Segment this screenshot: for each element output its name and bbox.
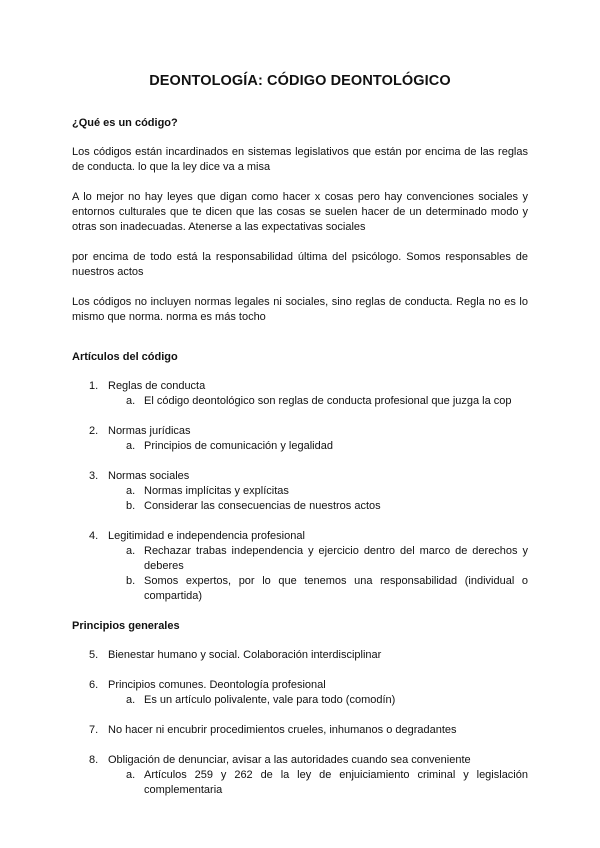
- list-item: [72, 379, 528, 409]
- list-item-text: Reglas de conducta: [108, 380, 206, 392]
- sub-list-item-text: Artículos 259 y 262 de la ley de enjuiciamiento criminal y legislación complementaria: [144, 769, 528, 796]
- principios-list: [72, 648, 528, 798]
- paragraph: Los códigos no incluyen normas legales ni sociales, sino reglas de conducta. Regla no es lo mismo que norma. norma es más tocho: [72, 296, 528, 323]
- list-item: [72, 648, 528, 663]
- sub-list-item-text: Somos expertos, por lo que tenemos una responsabilidad (individual o compartida): [144, 575, 528, 602]
- paragraph: A lo mejor no hay leyes que digan como hacer x cosas pero hay convenciones sociales y entornos culturales que te dicen que las cosas se suelen hacer de un determinado modo y otras son inadecuadas. Atenerse a las expectativas sociales: [72, 191, 528, 233]
- articulos-list: [72, 379, 528, 604]
- sub-list-item-text: El código deontológico son reglas de conducta profesional que juzga la cop: [144, 395, 512, 407]
- list-item-text: Legitimidad e independencia profesional: [108, 530, 305, 542]
- list-item-text: Obligación de denunciar, avisar a las autoridades cuando sea conveniente: [108, 754, 471, 766]
- sub-list-letter: a.: [126, 545, 136, 557]
- section-heading-principios: Principios generales: [72, 620, 180, 632]
- list-number: 2.: [89, 425, 99, 437]
- list-number: 1.: [89, 380, 99, 392]
- sub-list: [108, 439, 528, 454]
- list-item: [72, 529, 528, 604]
- sub-list-letter: a.: [126, 440, 136, 452]
- list-item-text: Normas sociales: [108, 470, 190, 482]
- section-heading-articulos: Artículos del código: [72, 351, 178, 363]
- sub-list-item: [108, 768, 528, 798]
- list-number: 3.: [89, 470, 99, 482]
- sub-list-item: [108, 574, 528, 604]
- sub-list-item: [108, 394, 528, 409]
- sub-list-item: [108, 484, 528, 499]
- list-number: 7.: [89, 724, 99, 736]
- list-item: [72, 678, 528, 708]
- list-number: 8.: [89, 754, 99, 766]
- list-number: 4.: [89, 530, 99, 542]
- list-item-text: Normas jurídicas: [108, 425, 191, 437]
- sub-list: [108, 394, 528, 409]
- sub-list: [108, 768, 528, 798]
- list-number: 6.: [89, 679, 99, 691]
- sub-list-item-text: Normas implícitas y explícitas: [144, 485, 289, 497]
- sub-list-item-text: Principios de comunicación y legalidad: [144, 440, 333, 452]
- document-page: [72, 72, 528, 813]
- sub-list-item-text: Es un artículo polivalente, vale para todo (comodín): [144, 694, 396, 706]
- sub-list-letter: a.: [126, 769, 136, 781]
- sub-list-letter: a.: [126, 694, 136, 706]
- section-heading-que-es: ¿Qué es un código?: [72, 117, 178, 129]
- sub-list-letter: a.: [126, 485, 136, 497]
- paragraph: por encima de todo está la responsabilidad última del psicólogo. Somos responsables de nuestros actos: [72, 251, 528, 278]
- list-item: [72, 723, 528, 738]
- sub-list-item: [108, 544, 528, 574]
- sub-list-letter: b.: [126, 575, 136, 587]
- sub-list: [108, 544, 528, 604]
- sub-list-item: [108, 499, 528, 514]
- document-title: DEONTOLOGÍA: CÓDIGO DEONTOLÓGICO: [149, 73, 451, 89]
- sub-list-item: [108, 439, 528, 454]
- sub-list: [108, 484, 528, 514]
- sub-list-letter: a.: [126, 395, 136, 407]
- sub-list-item-text: Rechazar trabas independencia y ejercicio dentro del marco de derechos y deberes: [144, 545, 528, 572]
- list-item-text: Principios comunes. Deontología profesional: [108, 679, 326, 691]
- list-item: [72, 424, 528, 454]
- paragraph: Los códigos están incardinados en sistemas legislativos que están por encima de las reglas de conducta. lo que la ley dice va a misa: [72, 146, 528, 173]
- sub-list-item-text: Considerar las consecuencias de nuestros actos: [144, 500, 381, 512]
- sub-list-item: [108, 693, 528, 708]
- list-item: [72, 753, 528, 798]
- sub-list: [108, 693, 528, 708]
- list-item: [72, 469, 528, 514]
- list-item-text: Bienestar humano y social. Colaboración interdisciplinar: [108, 649, 382, 661]
- sub-list-letter: b.: [126, 500, 136, 512]
- list-item-text: No hacer ni encubrir procedimientos crueles, inhumanos o degradantes: [108, 724, 457, 736]
- list-number: 5.: [89, 649, 99, 661]
